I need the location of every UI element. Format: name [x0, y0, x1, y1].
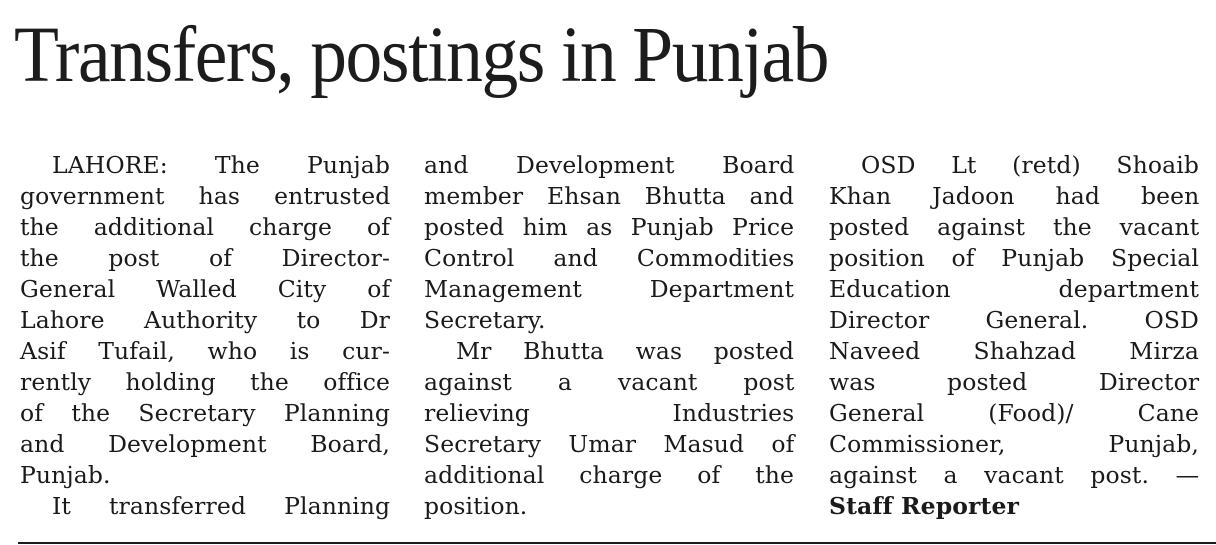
text-line: Khan Jadoon had been	[829, 182, 1200, 210]
article-column-1	[20, 150, 390, 522]
article-body	[20, 150, 1200, 530]
text-line: posted him as Punjab Price	[424, 213, 795, 241]
text-line: OSD Lt (retd) Shoaib	[861, 151, 1199, 179]
text-line: Lahore Authority to Dr	[20, 306, 390, 334]
text-line: member Ehsan Bhutta and	[424, 182, 794, 210]
text-line: Control and Commodities	[424, 244, 795, 272]
text-line: Mr Bhutta was posted	[456, 337, 794, 365]
text-line: General (Food)/ Cane	[829, 399, 1200, 427]
byline: Staff Reporter	[829, 492, 1020, 520]
text-line: Education department	[829, 275, 1199, 303]
text-line: posted against the vacant	[829, 213, 1200, 241]
text-line: was posted Director	[829, 368, 1200, 396]
text-line: Punjab.	[20, 461, 111, 489]
text-line: and Development Board,	[20, 430, 390, 458]
text-line: against a vacant post	[424, 368, 795, 396]
headline: Transfers, postings in Punjab	[14, 12, 829, 99]
text-line: and Development Board	[424, 151, 795, 179]
text-line: Management Department	[424, 275, 794, 303]
text-line: General Walled City of	[20, 275, 391, 303]
text-line: the post of Director-	[20, 244, 390, 272]
text-line: against a vacant post. —	[829, 461, 1200, 489]
article-column-3	[829, 150, 1199, 522]
text-line: Asif Tufail, who is cur-	[20, 337, 390, 365]
text-line: position of Punjab Special	[829, 244, 1199, 272]
text-line: It transferred Planning	[52, 492, 391, 520]
text-line: Naveed Shahzad Mirza	[829, 337, 1199, 365]
text-line: government has entrusted	[20, 182, 391, 210]
text-line: Commissioner, Punjab,	[829, 430, 1199, 458]
text-line: position.	[424, 492, 528, 520]
bottom-rule-divider	[18, 542, 1216, 544]
text-line: Director General. OSD	[829, 306, 1199, 334]
text-line: rently holding the office	[20, 368, 390, 396]
text-line: the additional charge of	[20, 213, 391, 241]
text-line: Secretary Umar Masud of	[424, 430, 795, 458]
text-line: LAHORE: The Punjab	[52, 151, 390, 179]
text-line: additional charge of the	[424, 461, 795, 489]
text-line: Secretary.	[424, 306, 546, 334]
text-line: of the Secretary Planning	[20, 399, 390, 427]
text-line: relieving Industries	[424, 399, 795, 427]
article-column-2	[424, 150, 794, 522]
